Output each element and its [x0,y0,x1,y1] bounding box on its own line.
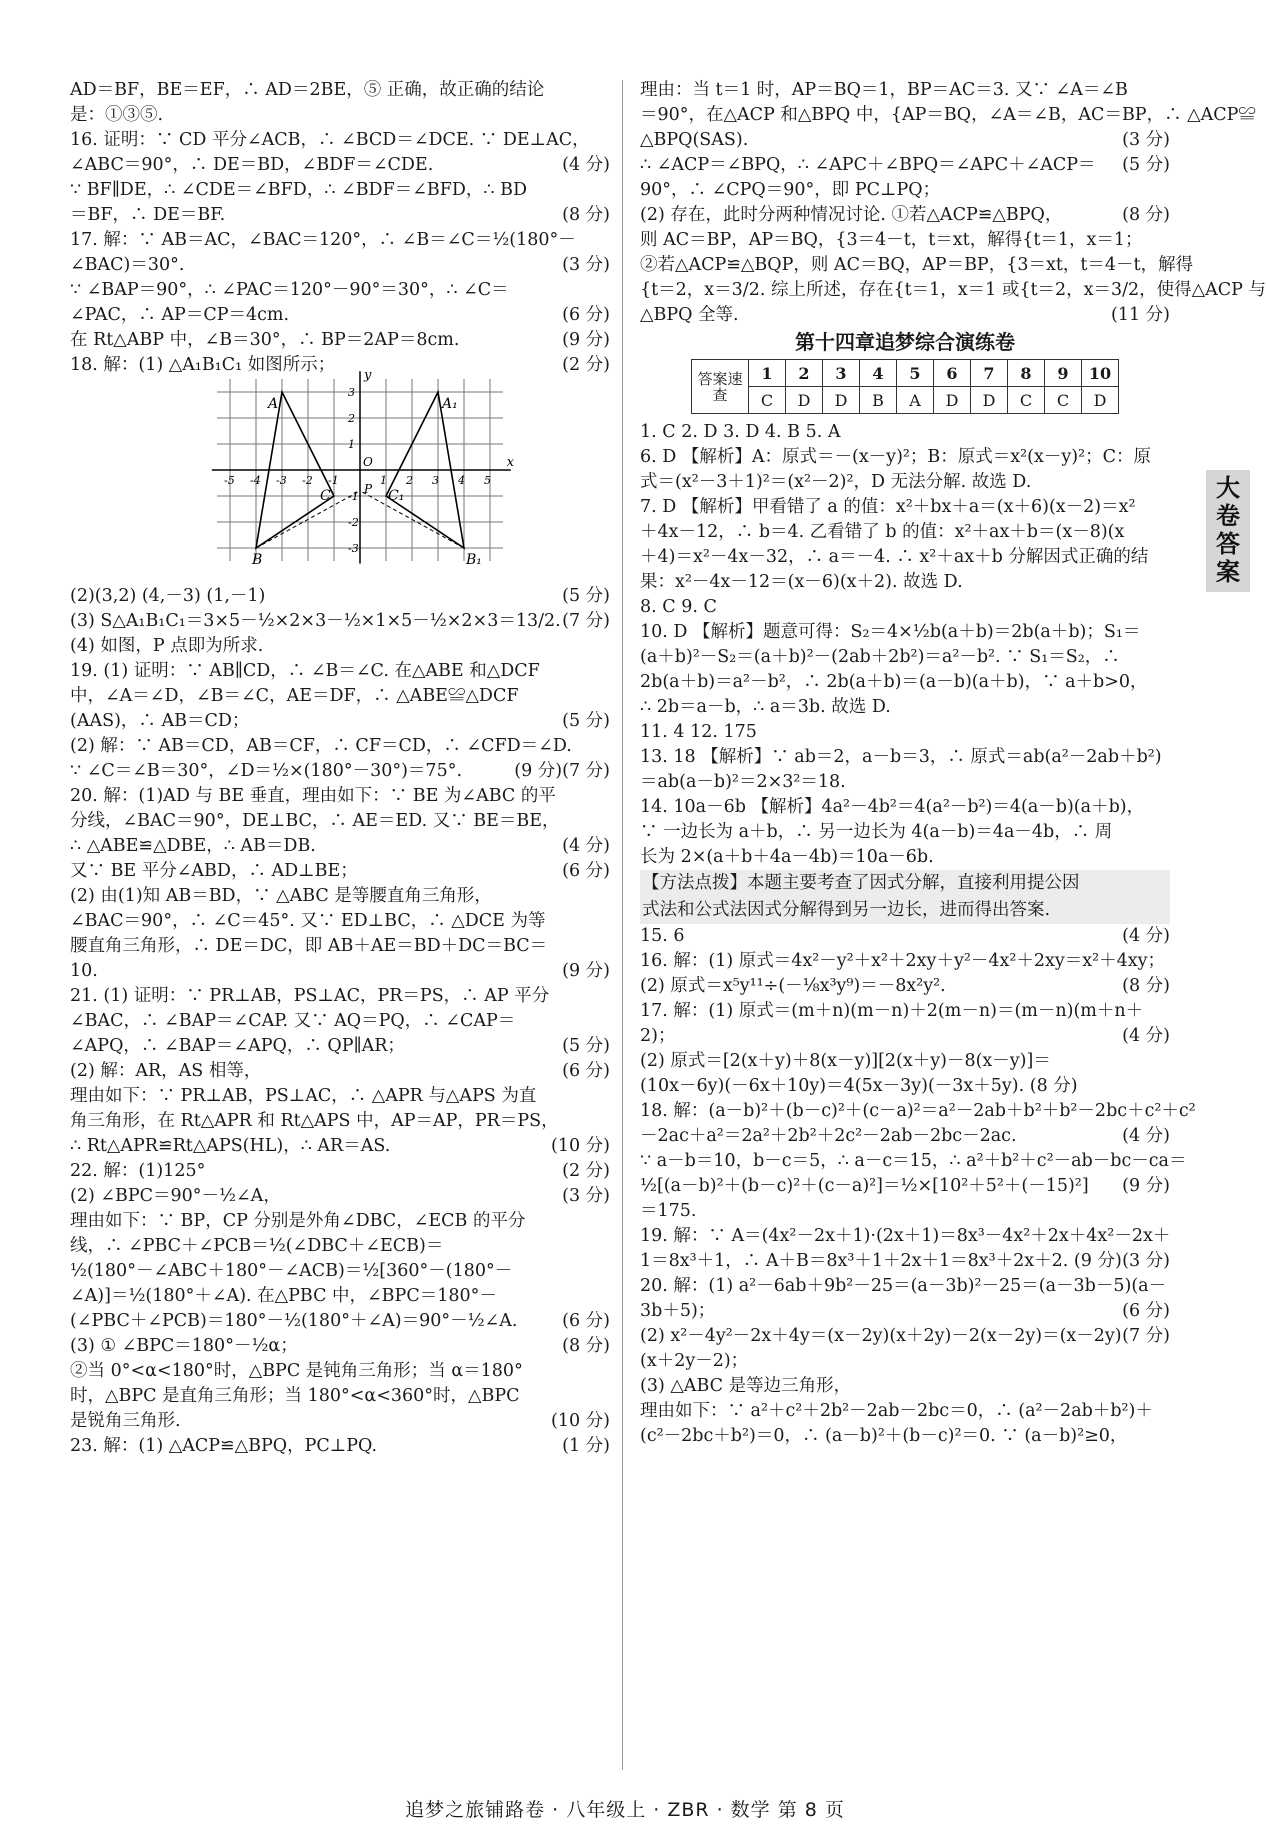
tick-label: -2 [302,474,313,487]
answer-line [70,1184,610,1209]
side-tab-char: 卷 [1216,502,1240,530]
tick-label: 2 [348,412,355,425]
line-text: (2) 存在，此时分两种情况讨论. ①若△ACP≌△BPQ， [640,205,1063,225]
tick-label: -1 [328,474,339,487]
figure-label: O [363,455,373,469]
side-tab [1206,470,1250,592]
line-text: 19. 解：∵ A＝(4x²－2x＋1)·(2x＋1)＝8x³－4x²＋2x＋4x²－2x＋ [640,1226,1171,1246]
answer-line [640,620,1170,645]
answer-line [70,1359,610,1384]
line-text: 理由如下：∵ BP，CP 分别是外角∠DBC，∠ECB 的平分 [70,1211,526,1231]
line-text: △BPQ 全等. [640,305,739,325]
tick-label: -2 [348,516,359,529]
line-text: ＝BF，∴ DE＝BF. [70,205,226,225]
line-text: ∴ ∠ACP＝∠BPQ，∴ ∠APC＋∠BPQ＝∠APC＋∠ACP＝ [640,155,1096,175]
answer-line [640,128,1170,153]
answer-line [640,153,1170,178]
line-text: (2) 解：AR，AS 相等， [70,1061,262,1081]
answer-line [70,1134,610,1159]
line-text: 2)； [640,1026,676,1046]
line-text: 果：x²－4x－12＝(x－6)(x＋2). 故选 D. [640,572,963,592]
line-text: (c²－2bc＋b²)＝0，∴ (a－b)²＋(b－c)²＝0. ∵ (a－b)²≥0， [640,1426,1128,1446]
answer-number-cell: 2 [786,360,823,387]
answer-number-cell: 1 [749,360,786,387]
answer-line [70,1209,610,1234]
line-text: 20. 解：(1)AD 与 BE 垂直，理由如下：∵ BE 为∠ABC 的平 [70,786,556,806]
answer-line [640,445,1170,470]
line-text: 2b(a＋b)＝a²－b²，∴ 2b(a＋b)＝(a－b)(a＋b)，∵ a＋b>0， [640,672,1148,692]
answer-line [70,1309,610,1334]
score-mark: (8 分) [1122,205,1170,225]
tick-label: 4 [458,474,465,487]
line-text: ∠ABC＝90°，∴ DE＝BD，∠BDF＝∠CDE. [70,155,434,175]
score-mark: (3 分) [562,1186,610,1206]
answer-line [70,834,610,859]
line-text: 理由如下：∵ a²＋c²＋2b²－2ab－2bc＝0，∴ (a²－2ab＋b²)＋ [640,1401,1153,1421]
line-text: 13. 18 【解析】∵ ab＝2，a－b＝3，∴ 原式＝ab(a²－2ab＋b²) [640,747,1162,767]
line-text: (2) 解：∵ AB＝CD，AB＝CF，∴ CF＝CD，∴ ∠CFD＝∠D. [70,736,572,756]
answer-line [70,759,610,784]
answer-line [70,1259,610,1284]
left-column [70,78,610,1459]
answer-line [640,470,1170,495]
line-text: (2) 由(1)知 AB＝BD，∵ △ABC 是等腰直角三角形， [70,886,492,906]
answer-line [70,253,610,278]
line-text: ∴ △ABE≌△DBE，∴ AB＝DB. [70,836,316,856]
line-text: 理由：当 t＝1 时，AP＝BQ＝1，BP＝AC＝3. 又∵ ∠A＝∠B [640,80,1128,100]
figure-label: x [506,455,515,470]
figure-label: C [320,488,331,504]
answer-line [70,809,610,834]
answer-line [640,1024,1170,1049]
line-text: 16. 解：(1) 原式＝4x²－y²＋x²＋2xy＋y²－4x²＋2xy＝x²＋4xy； [640,951,1166,971]
answer-line [640,228,1170,253]
answer-line [640,974,1170,999]
score-mark: (4 分) [562,836,610,856]
answer-letter-cell: D [1082,387,1119,414]
line-text: 在 Rt△ABP 中，∠B＝30°，∴ BP＝2AP＝8cm. [70,330,460,350]
answer-line [70,584,610,609]
answer-line [70,1384,610,1409]
answer-line [70,1159,610,1184]
answer-line [70,278,610,303]
score-mark: (9 分) [514,761,563,781]
line-text: 10. D 【解析】题意可得：S₂＝4×½b(a＋b)＝2b(a＋b)；S₁＝ [640,622,1141,642]
answer-line [70,859,610,884]
answer-letter-cell: D [823,387,860,414]
answer-line [70,128,610,153]
answer-line [70,884,610,909]
score-mark: (4 分) [1122,1126,1170,1146]
answer-line [70,984,610,1009]
side-tab-char: 大 [1216,474,1240,502]
score-mark: (4 分) [1122,926,1170,946]
line-text: ∵ ∠C＝∠B＝30°，∠D＝½×(180°－30°)＝75°. [70,761,463,781]
line-text: (4) 如图，P 点即为所求. [70,636,264,656]
line-text: 是锐角三角形. [70,1411,181,1431]
score-mark: (6 分) [562,305,610,325]
line-text: 角三角形，在 Rt△APR 和 Rt△APS 中，AP＝AP，PR＝PS， [70,1111,559,1131]
answer-line [640,870,1170,897]
answer-line [70,1109,610,1134]
line-text: 16. 证明：∵ CD 平分∠ACB，∴ ∠BCD＝∠DCE. ∵ DE⊥AC， [70,130,590,150]
answer-number-cell: 7 [971,360,1008,387]
line-text: 是：①③⑤. [70,105,164,125]
figure-label: B₁ [466,552,482,568]
line-text: ∠BAC，∴ ∠BAP＝∠CAP. 又∵ AQ＝PQ，∴ ∠CAP＝ [70,1011,516,1031]
side-tab-char: 案 [1216,558,1240,586]
line-text: (3) △ABC 是等边三角形， [640,1376,852,1396]
line-text: (2) 原式＝[2(x＋y)＋8(x－y)][2(x＋y)－8(x－y)]＝ [640,1051,1051,1071]
page-footer: 追梦之旅铺路卷 · 八年级上 · ZBR · 数学 第 8 页 [405,1799,845,1821]
answer-line [70,1084,610,1109]
answer-line [70,1034,610,1059]
line-text: ＝ab(a－b)²＝2×3²＝18. [640,772,846,792]
line-text: ½(180°－∠ABC＋180°－∠ACB)＝½[360°－(180°－ [70,1261,513,1281]
answer-line [640,570,1170,595]
score-mark: (8 分) [1122,976,1170,996]
score-mark: (3 分) [1122,1251,1170,1271]
line-text: (x＋2y－2)； [640,1351,749,1371]
answer-line [640,1349,1170,1374]
answer-line [640,78,1170,103]
score-mark: (4 分) [562,155,610,175]
answer-line [70,178,610,203]
score-mark: (7 分) [562,611,610,631]
answer-line [70,153,610,178]
line-text: 6. D 【解析】A：原式＝－(x－y)²；B：原式＝x²(x－y)²；C：原 [640,447,1151,467]
line-text: 3b＋5)； [640,1301,716,1321]
score-mark: (6 分) [562,1311,610,1331]
line-text: 23. 解：(1) △ACP≌△BPQ，PC⊥PQ. [70,1436,378,1456]
line-text: ∵ a－b＝10，b－c＝5，∴ a－c＝15，∴ a²＋b²＋c²－ab－bc－ca＝ [640,1151,1187,1171]
tick-label: 1 [348,438,355,451]
answer-line [640,495,1170,520]
score-mark: (8 分) [562,1336,610,1356]
line-text: (a＋b)²－S₂＝(a＋b)²－(2ab＋2b²)＝a²－b². ∵ S₁＝S₂，∴ [640,647,1120,667]
line-text: (10x－6y)(－6x＋10y)＝4(5x－3y)(－3x＋5y). (8 分) [640,1076,1078,1096]
line-text: ②若△ACP≌△BQP，则 AC＝BQ，AP＝BP，{3＝xt，t＝4－t，解得 [640,255,1194,275]
line-text: ∠BAC)＝30°. [70,255,185,275]
answer-line [70,684,610,709]
line-text: 1＝8x³＋1，∴ A＋B＝8x³＋1＋2x＋1＝8x³＋2x＋2. (9 分) [640,1251,1122,1271]
line-text: ＝175. [640,1201,697,1221]
answer-letter-cell: C [1045,387,1082,414]
column-divider [622,80,623,1770]
line-text: 式法和公式法因式分解得到另一边长，进而得出答案. [642,900,1051,920]
tick-label: -5 [224,474,235,487]
line-text: 长为 2×(a＋b＋4a－4b)＝10a－6b. [640,847,934,867]
line-text: ＋4x－12，∴ b＝4. 乙看错了 b 的值：x²＋ax＋b＝(x－8)(x [640,522,1125,542]
tick-label: 1 [380,474,387,487]
score-mark: (5 分) [562,711,610,731]
score-mark: (2 分) [562,355,610,375]
answer-line [640,420,1170,445]
line-text: ∠BAC＝90°，∴ ∠C＝45°. 又∵ ED⊥BC，∴ △DCE 为等 [70,911,546,931]
answer-line [640,253,1194,278]
answer-line [640,1124,1170,1149]
answer-letter-cell: D [786,387,823,414]
answer-table [691,359,1119,414]
tick-label: 5 [484,474,491,487]
answer-number-cell: 3 [823,360,860,387]
score-mark: (5 分) [562,1036,610,1056]
line-text: 7. D 【解析】甲看错了 a 的值：x²＋bx＋a＝(x＋6)(x－2)＝x² [640,497,1136,517]
score-mark: (8 分) [562,205,610,225]
line-text: 18. 解：(a－b)²＋(b－c)²＋(c－a)²＝a²－2ab＋b²＋b²－2bc＋c²＋c² [640,1101,1196,1121]
answer-line [640,695,1170,720]
answer-number-cell: 4 [860,360,897,387]
answer-line [640,770,1170,795]
line-text: (2)(3,2) (4,－3) (1,－1) [70,586,266,606]
score-mark: (9 分) [562,330,610,350]
line-text: 1. C 2. D 3. D 4. B 5. A [640,422,841,442]
answer-line [70,1059,610,1084]
tick-label: 3 [432,474,439,487]
tick-label: -3 [348,542,359,555]
answer-line [640,720,1170,745]
line-text: (3) ① ∠BPC＝180°－½α； [70,1336,298,1356]
tick-label: 3 [348,386,355,399]
answer-number-cell: 10 [1082,360,1119,387]
answer-line [640,520,1170,545]
line-text: 时，△BPC 是直角三角形；当 180°<α<360°时，△BPC [70,1386,520,1406]
answer-line [70,1334,610,1359]
answer-line [70,328,610,353]
section-title: 第十四章追梦综合演练卷 [795,330,1015,354]
line-text: ½[(a－b)²＋(b－c)²＋(c－a)²]＝½×[10²＋5²＋(－15)²] [640,1176,1089,1196]
answer-line [70,1234,610,1259]
line-text: ＝90°，在△ACP 和△BPQ 中，{AP＝BQ，∠A＝∠B，AC＝BP，∴ △ACP≌ [640,105,1256,125]
line-text: 20. 解：(1) a²－6ab＋9b²－25＝(a－3b)²－25＝(a－3b－5)(a－ [640,1276,1167,1296]
answer-line [640,1224,1170,1249]
answer-line [70,909,610,934]
line-text: 18. 解：(1) △A₁B₁C₁ 如图所示； [70,355,336,375]
line-text: ②当 0°<α<180°时，△BPC 是钝角三角形；当 α＝180° [70,1361,523,1381]
line-text: 理由如下：∵ PR⊥AB，PS⊥AC，∴ △APR 与△APS 为直 [70,1086,537,1106]
line-text: ∠A)]＝½(180°＋∠A). 在△PBC 中，∠BPC＝180°－ [70,1286,497,1306]
answer-number-cell: 6 [934,360,971,387]
answer-line [640,178,1170,203]
answer-line [640,1074,1170,1099]
answer-line [640,645,1170,670]
line-text: 90°，∴ ∠CPQ＝90°，即 PC⊥PQ； [640,180,941,200]
line-text: (2) 原式＝x⁵y¹¹÷(－⅛x³y⁹)＝－8x²y². [640,976,946,996]
figure-label: C₁ [388,488,405,504]
answer-line [640,303,1170,328]
line-text: ＋4)＝x²－4x－32，∴ a＝－4. ∴ x²＋ax＋b 分解因式正确的结 [640,547,1149,567]
line-text: 17. 解：∵ AB＝AC，∠BAC＝120°，∴ ∠B＝∠C＝½(180°－ [70,230,576,250]
answer-letter-cell: D [934,387,971,414]
answer-line [70,709,610,734]
answer-line [640,545,1170,570]
answer-line [70,634,610,659]
score-mark: (9 分) [1122,1176,1170,1196]
line-text: 19. (1) 证明：∵ AB∥CD，∴ ∠B＝∠C. 在△ABE 和△DCF [70,661,540,681]
score-mark: (11 分) [1111,305,1170,325]
line-text: (AAS)，∴ AB＝CD； [70,711,250,731]
score-mark: (7 分) [1122,1326,1170,1346]
line-text: 又∵ BE 平分∠ABD，∴ AD⊥BE； [70,861,358,881]
line-text: 8. C 9. C [640,597,717,617]
score-mark: (6 分) [1122,1301,1170,1321]
line-text: 式＝(x²－3＋1)²＝(x²－2)²，D 无法分解. 故选 D. [640,472,1032,492]
answer-letter-cell: B [860,387,897,414]
answer-line [640,897,1170,924]
figure-label: A [268,396,279,412]
line-text: 17. 解：(1) 原式＝(m＋n)(m－n)＋2(m－n)＝(m－n)(m＋n＋ [640,1001,1144,1021]
answer-line [640,1149,1187,1174]
line-text: 中，∠A＝∠D，∠B＝∠C，AE＝DF，∴ △ABE≌△DCF [70,686,519,706]
line-text: 21. (1) 证明：∵ PR⊥AB，PS⊥AC，PR＝PS，∴ AP 平分 [70,986,550,1006]
tick-label: -3 [276,474,287,487]
answer-line [70,1409,610,1434]
line-text: 则 AC＝BP，AP＝BQ，{3＝4－t，t＝xt，解得{t＝1，x＝1； [640,230,1143,250]
answer-line [640,1399,1170,1424]
answer-line [640,820,1170,845]
answer-table-header: 答案速查 [692,360,749,414]
answer-line [640,1199,1170,1224]
line-text: 10. [70,961,98,981]
score-mark: (5 分) [1122,155,1170,175]
coordinate-grid-figure [210,368,515,572]
line-text: ∠APQ，∴ ∠BAP＝∠APQ，∴ QP∥AR； [70,1036,405,1056]
score-mark: (6 分) [562,861,610,881]
figure-label: B [252,552,263,568]
answer-line [640,845,1170,870]
answer-line [640,924,1170,949]
answer-line [640,203,1170,228]
figure-label: A₁ [442,396,458,412]
tick-label: -1 [348,490,359,503]
score-mark: (2 分) [562,1161,610,1181]
score-mark: (3 分) [562,255,610,275]
answer-line [70,353,610,378]
answer-line [70,784,610,809]
line-text: {t＝2，x＝3/2. 综上所述，存在{t＝1，x＝1 或{t＝2，x＝3/2，使得△ACP 与 [640,280,1266,300]
answer-number-cell: 8 [1008,360,1045,387]
line-text: (3) S△A₁B₁C₁＝3×5－½×2×3－½×1×5－½×2×3＝13/2. [70,611,561,631]
line-text: △BPQ(SAS). [640,130,749,150]
line-text: 线，∴ ∠PBC＋∠PCB＝½(∠DBC＋∠ECB)＝ [70,1236,444,1256]
answer-line [640,1249,1170,1274]
answer-letter-cell: D [971,387,1008,414]
answer-number-cell: 5 [897,360,934,387]
answer-line [640,1099,1196,1124]
answer-line [70,78,610,103]
score-mark: (10 分) [551,1136,610,1156]
score-mark: (1 分) [562,1436,610,1456]
answer-line [70,228,610,253]
figure-label: P [364,481,373,496]
answer-line [70,1284,610,1309]
answer-line [70,934,610,959]
answer-line [70,303,610,328]
right-column [640,78,1266,1449]
line-text: (∠PBC＋∠PCB)＝180°－½(180°＋∠A)＝90°－½∠A. [70,1311,518,1331]
answer-line [640,1049,1170,1074]
line-text: ∵ 一边长为 a＋b，∴ 另一边长为 4(a－b)＝4a－4b，∴ 周 [640,822,1113,842]
answer-line [70,103,610,128]
line-text: ∴ Rt△APR≌Rt△APS(HL)，∴ AR＝AS. [70,1136,391,1156]
side-tab-char: 答 [1216,530,1240,558]
line-text: 15. 6 [640,926,685,946]
answer-line [640,745,1170,770]
line-text: AD＝BF，BE＝EF，∴ AD＝2BE，⑤ 正确，故正确的结论 [70,80,545,100]
line-text: 14. 10a－6b 【解析】4a²－4b²＝4(a²－b²)＝4(a－b)(a＋b)， [640,797,1145,817]
answer-letter-cell: C [749,387,786,414]
line-text: ∠PAC，∴ AP＝CP＝4cm. [70,305,290,325]
answer-line [640,1174,1170,1199]
line-text: ∵ ∠BAP＝90°，∴ ∠PAC＝120°－90°＝30°，∴ ∠C＝ [70,280,509,300]
answer-line [640,999,1170,1046]
score-mark: (10 分) [551,1411,610,1431]
answer-letter-cell: A [897,387,934,414]
line-text: ∴ 2b＝a－b，∴ a＝3b. 故选 D. [640,697,891,717]
answer-line [70,203,610,228]
score-mark: (7 分) [562,761,610,781]
tick-label: -4 [250,474,261,487]
score-mark: (3 分) [1122,130,1170,150]
answer-line [70,609,610,634]
tick-label: 2 [406,474,413,487]
line-text: (2) x²－4y²－2x＋4y＝(x－2y)(x＋2y)－2(x－2y)＝(x－2y) [640,1326,1122,1346]
answer-line [640,1374,1170,1399]
line-text: 【方法点拨】本题主要考查了因式分解，直接利用提公因 [642,873,1080,893]
line-text: 腰直角三角形，∴ DE＝DC，即 AB＋AE＝BD＋DC＝BC＝ [70,936,548,956]
line-text: 22. 解：(1)125° [70,1161,206,1181]
score-mark: (4 分) [1122,1026,1170,1046]
figure-label: y [364,368,372,383]
answer-number-cell: 9 [1045,360,1082,387]
line-text: (2) ∠BPC＝90°－½∠A， [70,1186,281,1206]
answer-line [70,959,610,984]
answer-line [640,1274,1170,1299]
answer-line [640,595,1170,620]
line-text: ∵ BF∥DE，∴ ∠CDE＝∠BFD，∴ ∠BDF＝∠BFD，∴ BD [70,180,528,200]
answer-line [70,1434,610,1459]
answer-line [640,670,1170,695]
answer-letter-cell: C [1008,387,1045,414]
answer-line [640,1324,1170,1349]
line-text: 分线，∠BAC＝90°，DE⊥BC，∴ AE＝ED. 又∵ BE＝BE， [70,811,560,831]
answer-line [70,659,610,684]
score-mark: (6 分) [562,1061,610,1081]
answer-line [640,1299,1170,1324]
line-text: 11. 4 12. 175 [640,722,757,742]
score-mark: (5 分) [562,586,610,606]
answer-line [640,1424,1170,1449]
answer-line [640,795,1170,820]
line-text: －2ac＋a²＝2a²＋2b²＋2c²－2ab－2bc－2ac. [640,1126,1017,1146]
answer-line [70,1009,610,1034]
score-mark: (9 分) [562,961,610,981]
